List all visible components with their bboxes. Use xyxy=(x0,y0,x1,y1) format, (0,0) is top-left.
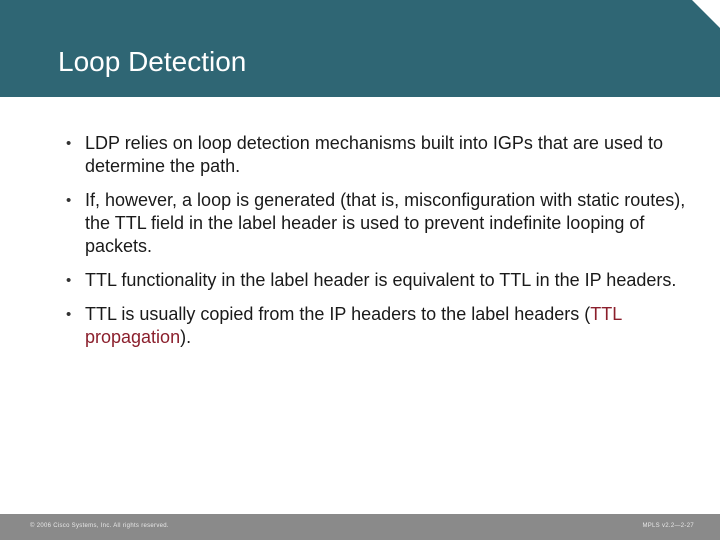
title-bar xyxy=(0,0,720,97)
bullet-item xyxy=(66,269,686,292)
page-id: MPLS v2.2—2-27 xyxy=(642,523,694,529)
footer-bar xyxy=(0,514,720,540)
bullet-dot-icon: • xyxy=(66,306,72,323)
slide-title: Loop Detection xyxy=(58,46,247,77)
bullet-text-before: TTL is usually copied from the IP headers to the label headers ( xyxy=(85,304,591,324)
highlight-term: TTL propagation xyxy=(85,304,622,347)
copyright-text: © 2006 Cisco Systems, Inc. All rights reserved. xyxy=(30,523,169,529)
bullet-item xyxy=(66,303,686,349)
corner-notch xyxy=(692,0,720,28)
bullet-dot-icon: • xyxy=(66,135,72,152)
bullet-list xyxy=(66,132,686,360)
bullet-dot-icon: • xyxy=(66,272,72,289)
bullet-item xyxy=(66,132,686,178)
bullet-dot-icon: • xyxy=(66,192,72,209)
bullet-text: TTL functionality in the label header is equivalent to TTL in the IP headers. xyxy=(85,270,677,290)
bullet-text: LDP relies on loop detection mechanisms built into IGPs that are used to determine the path. xyxy=(85,133,663,176)
bullet-text: If, however, a loop is generated (that is, misconfiguration with static routes), the TTL field in the label header is used to prevent indefinite looping of packets. xyxy=(85,190,686,256)
bullet-text-after: ). xyxy=(180,327,192,347)
bullet-item xyxy=(66,189,686,258)
